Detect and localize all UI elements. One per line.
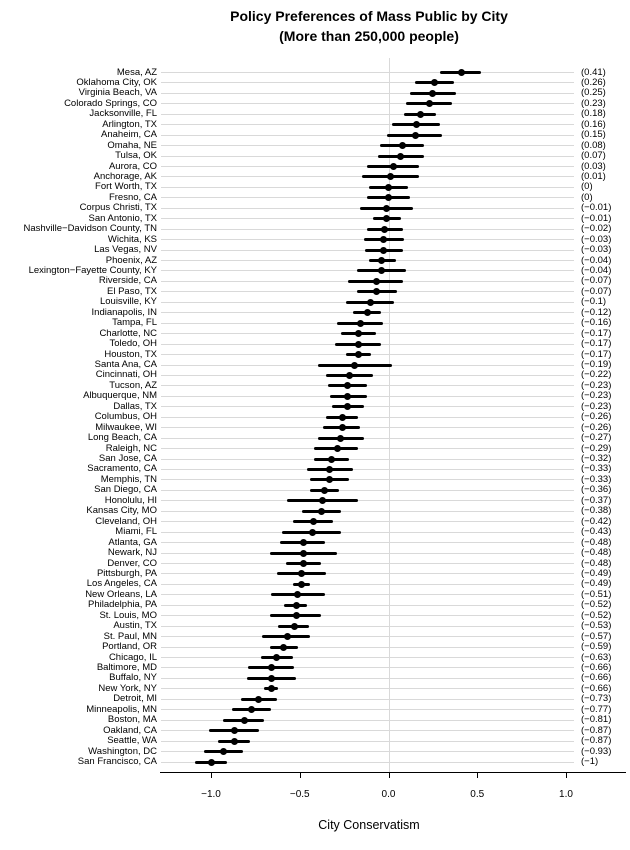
x-axis-line <box>160 772 626 773</box>
row-reference-line <box>161 427 574 428</box>
chart-title-block <box>109 6 629 46</box>
city-label: Indianapolis, IN <box>91 306 157 318</box>
city-label: Denver, CO <box>107 557 157 569</box>
row-reference-line <box>161 553 574 554</box>
value-label: (−0.26) <box>581 421 612 433</box>
value-label: (−0.26) <box>581 411 612 423</box>
point-estimate-dot <box>208 759 215 766</box>
city-label: Boston, MA <box>107 714 157 726</box>
value-label: (−0.01) <box>581 202 612 214</box>
point-estimate-dot <box>390 163 397 170</box>
value-label: (−0.16) <box>581 317 612 329</box>
point-estimate-dot <box>373 278 380 285</box>
row-reference-line <box>161 72 574 73</box>
value-label: (−0.49) <box>581 567 612 579</box>
value-label: (0.26) <box>581 76 606 88</box>
point-estimate-dot <box>381 226 388 233</box>
city-label: Aurora, CO <box>108 160 157 172</box>
point-estimate-dot <box>310 518 317 525</box>
point-estimate-dot <box>399 142 406 149</box>
city-label: Sacramento, CA <box>87 463 157 475</box>
row-reference-line <box>161 532 574 533</box>
x-axis-tick <box>211 772 212 778</box>
value-label: (−0.22) <box>581 369 612 381</box>
point-estimate-dot <box>429 90 436 97</box>
city-label: Las Vegas, NV <box>94 244 157 256</box>
point-estimate-dot <box>294 591 301 598</box>
point-estimate-dot <box>397 153 404 160</box>
row-reference-line <box>161 438 574 439</box>
city-label: Pittsburgh, PA <box>96 567 157 579</box>
value-label: (0) <box>581 191 593 203</box>
value-label: (0.23) <box>581 97 606 109</box>
city-label: Mesa, AZ <box>116 66 157 78</box>
city-label: Fort Worth, TX <box>95 181 157 193</box>
row-reference-line <box>161 406 574 407</box>
point-estimate-dot <box>344 393 351 400</box>
city-label: Chicago, IL <box>108 651 157 663</box>
city-label: Corpus Christi, TX <box>79 202 157 214</box>
value-label: (−0.81) <box>581 714 612 726</box>
row-reference-line <box>161 93 574 94</box>
city-label: Charlotte, NC <box>99 327 157 339</box>
row-reference-line <box>161 385 574 386</box>
city-label: Phoenix, AZ <box>105 254 157 266</box>
value-label: (−0.42) <box>581 515 612 527</box>
point-estimate-dot <box>378 257 385 264</box>
value-label: (−0.1) <box>581 296 607 308</box>
value-label: (0.41) <box>581 66 606 78</box>
value-label: (−0.53) <box>581 620 612 632</box>
point-estimate-dot <box>385 194 392 201</box>
city-label: St. Paul, MN <box>103 630 157 642</box>
point-estimate-dot <box>326 476 333 483</box>
city-label: Washington, DC <box>88 745 157 757</box>
city-label: Tucson, AZ <box>109 379 157 391</box>
city-label: New Orleans, LA <box>85 588 157 600</box>
value-label: (−1) <box>581 756 599 767</box>
city-label: Fresno, CA <box>108 191 157 203</box>
row-reference-line <box>161 187 574 188</box>
value-label: (−0.66) <box>581 661 612 673</box>
value-label: (−0.33) <box>581 463 612 475</box>
city-label: Atlanta, GA <box>108 536 157 548</box>
city-label: Newark, NJ <box>107 547 157 559</box>
value-label: (−0.66) <box>581 672 612 684</box>
value-label: (0.18) <box>581 108 606 120</box>
value-label: (0.15) <box>581 129 606 141</box>
city-label: Cincinnati, OH <box>95 369 157 381</box>
value-label: (0.01) <box>581 170 606 182</box>
value-label: (−0.01) <box>581 212 612 224</box>
city-label: Anaheim, CA <box>101 129 157 141</box>
point-estimate-dot <box>280 644 287 651</box>
point-estimate-dot <box>291 623 298 630</box>
value-label: (−0.17) <box>581 327 612 339</box>
value-label: (−0.49) <box>581 578 612 590</box>
row-reference-line <box>161 657 574 658</box>
row-reference-line <box>161 626 574 627</box>
row-reference-line <box>161 218 574 219</box>
row-reference-line <box>161 459 574 460</box>
value-label: (−0.77) <box>581 703 612 715</box>
row-reference-line <box>161 563 574 564</box>
city-label: Albuquerque, NM <box>83 390 157 402</box>
point-estimate-dot <box>344 382 351 389</box>
point-estimate-dot <box>284 633 291 640</box>
point-estimate-dot <box>220 748 227 755</box>
city-label: Long Beach, CA <box>87 432 157 444</box>
row-reference-line <box>161 594 574 595</box>
city-label: Nashville−Davidson County, TN <box>23 223 157 235</box>
point-estimate-dot <box>298 581 305 588</box>
city-label: Santa Ana, CA <box>94 359 157 371</box>
x-axis-tick <box>566 772 567 778</box>
city-label: St. Louis, MO <box>99 609 157 621</box>
city-label: Milwaukee, WI <box>95 421 157 433</box>
point-estimate-dot <box>367 299 374 306</box>
value-label: (−0.73) <box>581 693 612 705</box>
city-label: San Jose, CA <box>98 453 157 465</box>
row-reference-line <box>161 699 574 700</box>
point-estimate-dot <box>231 738 238 745</box>
value-label: (0.16) <box>581 118 606 130</box>
point-estimate-dot <box>326 466 333 473</box>
value-label: (−0.04) <box>581 254 612 266</box>
city-label: Columbus, OH <box>94 411 157 423</box>
x-axis-tick-label: 0.5 <box>470 789 485 800</box>
value-label: (−0.36) <box>581 484 612 496</box>
city-label: Austin, TX <box>113 620 157 632</box>
value-label: (0) <box>581 181 593 193</box>
point-estimate-dot <box>321 487 328 494</box>
point-estimate-dot <box>458 69 465 76</box>
point-estimate-dot <box>413 121 420 128</box>
city-label: Oakland, CA <box>103 724 157 736</box>
value-label: (−0.12) <box>581 306 612 318</box>
point-estimate-dot <box>255 696 262 703</box>
row-reference-line <box>161 511 574 512</box>
city-label: Lexington−Fayette County, KY <box>28 264 157 276</box>
city-label: Buffalo, NY <box>109 672 157 684</box>
row-reference-line <box>161 605 574 606</box>
x-axis-tick-label: 1.0 <box>559 789 573 800</box>
point-estimate-dot <box>231 727 238 734</box>
value-label: (−0.52) <box>581 599 612 611</box>
value-label: (−0.23) <box>581 390 612 402</box>
row-reference-line <box>161 135 574 136</box>
city-label: San Diego, CA <box>94 484 157 496</box>
value-label: (−0.57) <box>581 630 612 642</box>
value-label: (−0.33) <box>581 473 612 485</box>
point-estimate-dot <box>364 309 371 316</box>
point-estimate-dot <box>248 706 255 713</box>
row-reference-line <box>161 490 574 491</box>
point-estimate-dot <box>293 602 300 609</box>
city-label: Honolulu, HI <box>104 494 157 506</box>
row-reference-line <box>161 667 574 668</box>
point-estimate-dot <box>344 403 351 410</box>
value-label: (−0.48) <box>581 557 612 569</box>
x-axis-title: City Conservatism <box>318 818 420 832</box>
row-reference-line <box>161 500 574 501</box>
point-estimate-dot <box>355 330 362 337</box>
value-label: (0.08) <box>581 139 606 151</box>
point-estimate-dot <box>273 654 280 661</box>
city-label: Oklahoma City, OK <box>76 76 157 88</box>
city-label: Dallas, TX <box>113 400 157 412</box>
city-label: Wichita, KS <box>107 233 157 245</box>
row-reference-line <box>161 114 574 115</box>
city-label: New York, NY <box>98 682 157 694</box>
value-label: (−0.87) <box>581 735 612 747</box>
value-label: (−0.27) <box>581 432 612 444</box>
point-estimate-dot <box>334 445 341 452</box>
value-label: (−0.17) <box>581 338 612 350</box>
city-label: Los Angeles, CA <box>86 578 157 590</box>
point-estimate-dot <box>241 717 248 724</box>
value-label: (−0.52) <box>581 609 612 621</box>
point-estimate-dot <box>417 111 424 118</box>
value-label: (−0.23) <box>581 379 612 391</box>
row-reference-line <box>161 469 574 470</box>
point-estimate-dot <box>355 341 362 348</box>
value-label: (−0.23) <box>581 400 612 412</box>
row-reference-line <box>161 145 574 146</box>
point-estimate-dot <box>373 288 380 295</box>
city-label: Houston, TX <box>104 348 157 360</box>
row-reference-line <box>161 615 574 616</box>
city-label: San Antonio, TX <box>88 212 157 224</box>
city-label: Omaha, NE <box>107 139 157 151</box>
point-estimate-dot <box>319 497 326 504</box>
value-label: (0.07) <box>581 150 606 162</box>
point-estimate-dot <box>387 173 394 180</box>
chart-title: Policy Preferences of Mass Public by City <box>230 8 508 24</box>
x-axis-tick <box>389 772 390 778</box>
row-reference-line <box>161 636 574 637</box>
row-reference-line <box>161 396 574 397</box>
row-reference-line <box>161 573 574 574</box>
point-estimate-dot <box>383 205 390 212</box>
row-reference-line <box>161 521 574 522</box>
row-reference-line <box>161 124 574 125</box>
x-axis-tick-label: 0.0 <box>381 789 396 800</box>
city-label: Baltimore, MD <box>96 661 157 673</box>
value-label: (−0.07) <box>581 275 612 287</box>
point-estimate-dot <box>268 675 275 682</box>
row-reference-line <box>161 542 574 543</box>
value-label: (−0.07) <box>581 285 612 297</box>
row-reference-line <box>161 688 574 689</box>
point-estimate-dot <box>337 435 344 442</box>
point-estimate-dot <box>300 560 307 567</box>
value-label: (0.03) <box>581 160 606 172</box>
city-label: Minneapolis, MN <box>86 703 157 715</box>
x-axis-tick <box>477 772 478 778</box>
row-reference-line <box>161 448 574 449</box>
value-label: (0.25) <box>581 87 606 99</box>
x-axis-tick-label: −0.5 <box>289 789 310 800</box>
value-label: (−0.37) <box>581 494 612 506</box>
city-label: Jacksonville, FL <box>89 108 157 120</box>
row-reference-line <box>161 82 574 83</box>
city-label: Miami, FL <box>115 526 157 538</box>
city-label: Tulsa, OK <box>115 150 157 162</box>
point-estimate-dot <box>298 570 305 577</box>
value-label: (−0.59) <box>581 641 612 653</box>
x-axis-tick <box>300 772 301 778</box>
value-label: (−0.19) <box>581 359 612 371</box>
row-reference-line <box>161 103 574 104</box>
city-label: Seattle, WA <box>107 735 157 747</box>
point-estimate-dot <box>268 685 275 692</box>
point-estimate-dot <box>351 362 358 369</box>
row-reference-line <box>161 584 574 585</box>
city-label: Philadelphia, PA <box>87 599 157 611</box>
point-estimate-dot <box>339 414 346 421</box>
city-label: Tampa, FL <box>112 317 157 329</box>
city-label: Raleigh, NC <box>105 442 157 454</box>
row-reference-line <box>161 156 574 157</box>
city-label: Memphis, TN <box>100 473 157 485</box>
point-estimate-dot <box>426 100 433 107</box>
point-estimate-dot <box>385 184 392 191</box>
x-axis-tick-label: −1.0 <box>201 789 221 800</box>
point-estimate-dot <box>346 372 353 379</box>
point-estimate-dot <box>380 236 387 243</box>
row-reference-line <box>161 417 574 418</box>
point-estimate-dot <box>309 529 316 536</box>
point-estimate-dot <box>268 664 275 671</box>
city-label: Riverside, CA <box>98 275 157 287</box>
value-label: (−0.93) <box>581 745 612 757</box>
row-reference-line <box>161 647 574 648</box>
point-estimate-dot <box>355 351 362 358</box>
point-estimate-dot <box>339 424 346 431</box>
point-estimate-dot <box>431 79 438 86</box>
row-reference-line <box>161 479 574 480</box>
point-estimate-dot <box>378 267 385 274</box>
value-label: (−0.32) <box>581 453 612 465</box>
point-estimate-dot <box>328 456 335 463</box>
city-label: Toledo, OH <box>109 338 157 350</box>
city-label: El Paso, TX <box>107 285 157 297</box>
city-label: Arlington, TX <box>102 118 157 130</box>
point-estimate-dot <box>293 612 300 619</box>
value-label: (−0.66) <box>581 682 612 694</box>
value-label: (−0.02) <box>581 223 612 235</box>
value-label: (−0.48) <box>581 536 612 548</box>
chart-subtitle: (More than 250,000 people) <box>279 28 459 44</box>
row-reference-line <box>161 260 574 261</box>
city-label: Kansas City, MO <box>86 505 157 517</box>
city-label: Anchorage, AK <box>93 170 157 182</box>
row-reference-line <box>161 678 574 679</box>
city-label: Colorado Springs, CO <box>64 97 157 109</box>
value-label: (−0.51) <box>581 588 612 600</box>
row-reference-line <box>161 709 574 710</box>
value-label: (−0.29) <box>581 442 612 454</box>
city-label: Louisville, KY <box>99 296 157 308</box>
point-estimate-dot <box>357 320 364 327</box>
city-label: Virginia Beach, VA <box>78 87 157 99</box>
city-label: Portland, OR <box>102 641 157 653</box>
city-label: Detroit, MI <box>113 693 157 705</box>
point-estimate-dot <box>318 508 325 515</box>
value-label: (−0.63) <box>581 651 612 663</box>
city-label: San Francisco, CA <box>77 756 157 767</box>
point-estimate-dot <box>300 550 307 557</box>
value-label: (−0.03) <box>581 244 612 256</box>
point-estimate-dot <box>380 247 387 254</box>
point-estimate-dot <box>300 539 307 546</box>
point-estimate-dot <box>412 132 419 139</box>
city-label: Cleveland, OH <box>95 515 157 527</box>
value-label: (−0.43) <box>581 526 612 538</box>
value-label: (−0.03) <box>581 233 612 245</box>
value-label: (−0.38) <box>581 505 612 517</box>
value-label: (−0.17) <box>581 348 612 360</box>
value-label: (−0.04) <box>581 264 612 276</box>
value-label: (−0.48) <box>581 547 612 559</box>
value-label: (−0.87) <box>581 724 612 736</box>
